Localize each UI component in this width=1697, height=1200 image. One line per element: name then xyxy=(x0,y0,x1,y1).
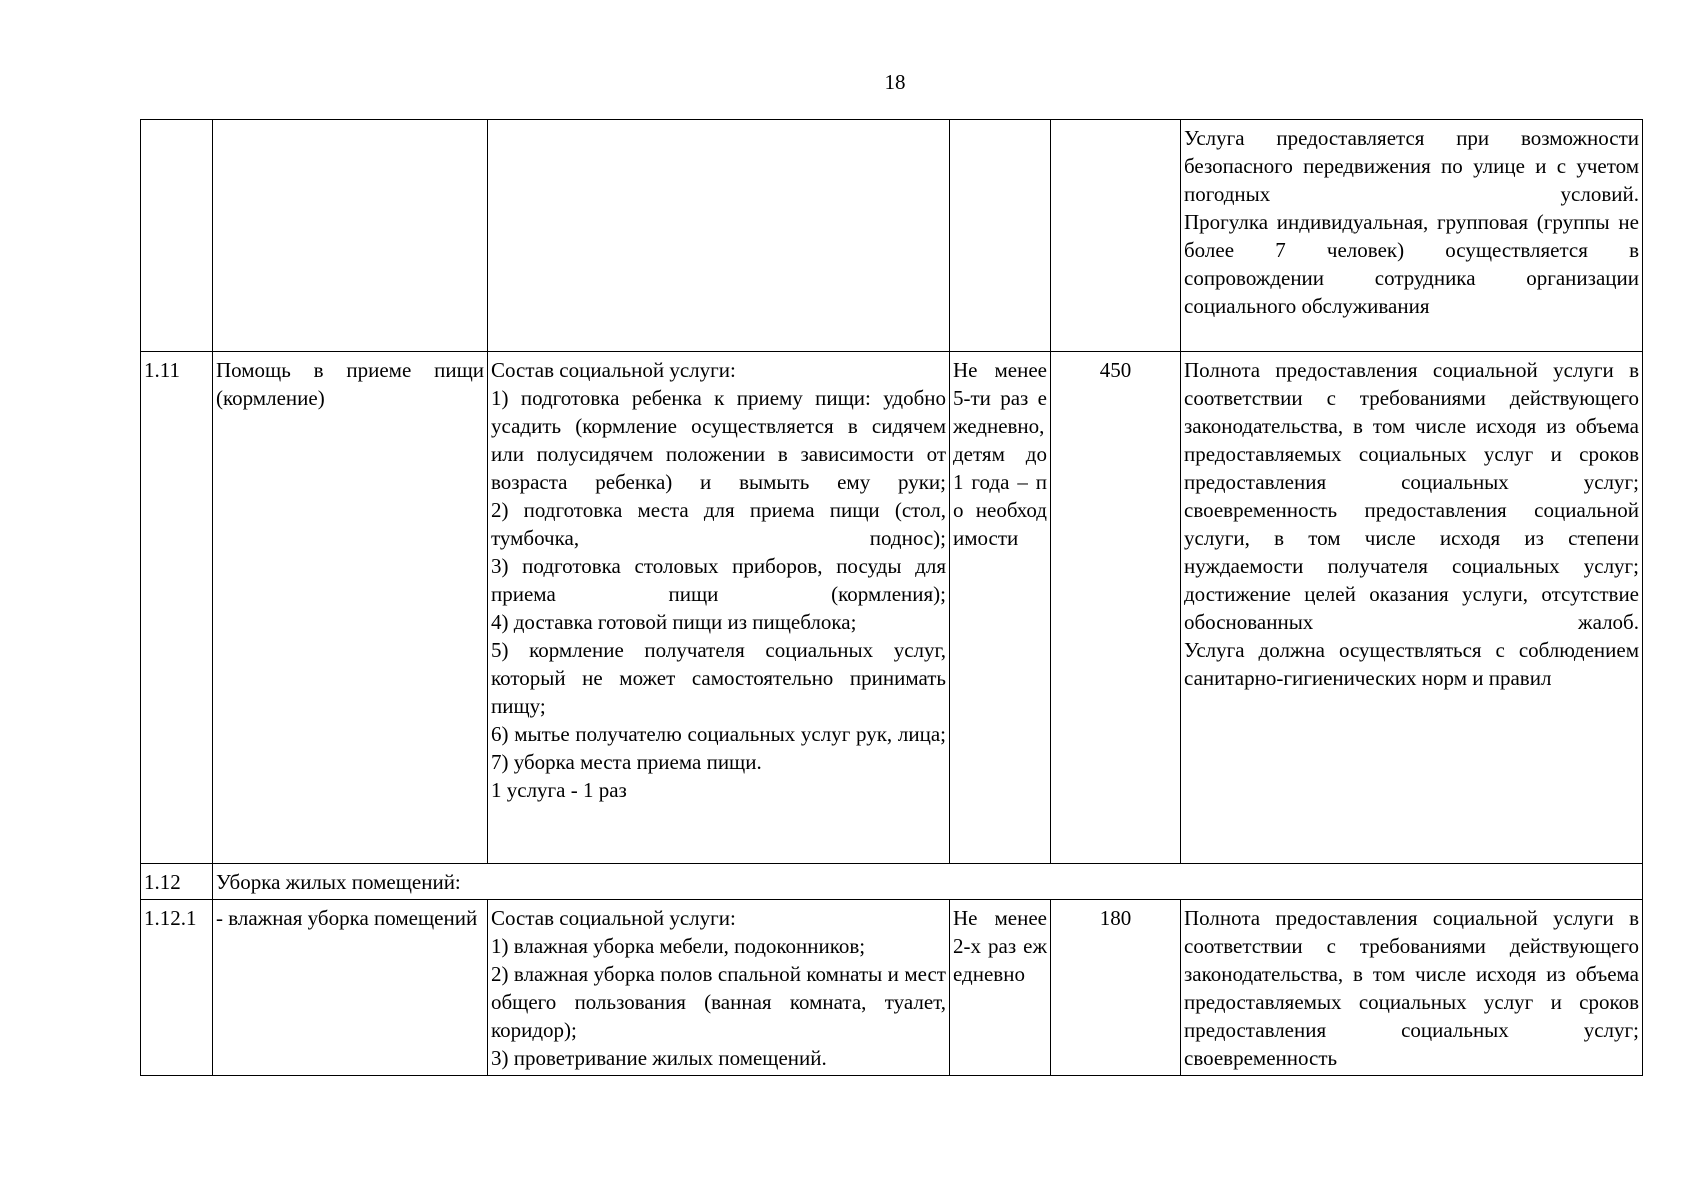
quality-paragraph: Прогулка индивидуальная, групповая (группы не более 7 человек) осуществляется в сопровождении сотрудника организации социального обслуживания xyxy=(1184,210,1639,318)
service-name: Помощь в приеме пищи (кормление) xyxy=(216,358,484,410)
service-name: - влажная уборка помещений xyxy=(216,906,478,930)
price-cell: 450 xyxy=(1051,352,1181,864)
table-row xyxy=(141,120,1643,352)
price-cell: 180 xyxy=(1051,900,1181,1076)
quality-paragraph: Полнота предоставления социальной услуги в соответствии с требованиями действующего законодательства, в том числе исходя из объема предоставляемых социальных услуг и сроков предоставления социальных услуг; своевременность xyxy=(1184,906,1639,1070)
content-line: 5) кормление получателя социальных услуг, который не может самостоятельно принимать пищу; xyxy=(491,638,946,718)
quality-paragraph: Услуга должна осуществляться с соблюдением санитарно-гигиенических норм и правил xyxy=(1184,638,1639,690)
row-number-cell: 1.12 xyxy=(141,864,213,900)
quality-paragraph: Услуга предоставляется при возможности безопасного передвижения по улице и с учетом погодных условий. xyxy=(1184,126,1639,206)
quality-cell xyxy=(1181,120,1643,352)
table-row xyxy=(141,352,1643,864)
content-line: 6) мытье получателю социальных услуг рук, лица; xyxy=(491,722,946,746)
services-table xyxy=(140,119,1643,1076)
service-content-cell xyxy=(488,900,950,1076)
table-row xyxy=(141,864,1643,900)
row-number-cell: 1.12.1 xyxy=(141,900,213,1076)
content-line: 4) доставка готовой пищи из пищеблока; xyxy=(491,610,857,634)
row-number-cell: 1.11 xyxy=(141,352,213,864)
content-line: 3) подготовка столовых приборов, посуды для приема пищи (кормления); xyxy=(491,554,946,606)
service-name-cell xyxy=(213,900,488,1076)
quality-cell xyxy=(1181,900,1643,1076)
service-content-cell xyxy=(488,352,950,864)
content-line: 7) уборка места приема пищи. xyxy=(491,750,762,774)
frequency-cell xyxy=(950,120,1051,352)
service-name-cell xyxy=(213,352,488,864)
content-line: 1 услуга - 1 раз xyxy=(491,778,627,802)
service-name-cell xyxy=(213,120,488,352)
page-number: 18 xyxy=(884,70,906,94)
content-line: 3) проветривание жилых помещений. xyxy=(491,1046,827,1070)
content-line: 2) влажная уборка полов спальной комнаты и мест общего пользования (ванная комната, туалет, коридор); xyxy=(491,962,946,1042)
service-content-cell xyxy=(488,120,950,352)
frequency-cell: Не менее 2-х раз ежедневно xyxy=(950,900,1051,1076)
price-cell xyxy=(1051,120,1181,352)
quality-cell xyxy=(1181,352,1643,864)
content-line: Состав социальной услуги: xyxy=(491,358,736,382)
content-line: 1) влажная уборка мебели, подоконников; xyxy=(491,934,866,958)
frequency-cell: Не менее 5-ти раз ежедневно, детям до 1 года – по необходимости xyxy=(950,352,1051,864)
section-heading-cell: Уборка жилых помещений: xyxy=(213,864,1643,900)
quality-paragraph: Полнота предоставления социальной услуги в соответствии с требованиями действующего законодательства, в том числе исходя из объема предоставляемых социальных услуг и сроков предоставления социальных услуг; своевременность предоставления социальной услуги, в том числе исходя из степени нуждаемости получателя социальных услуг; достижение целей оказания услуги, отсутствие обоснованных жалоб. xyxy=(1184,358,1639,634)
table-row xyxy=(141,900,1643,1076)
content-line: Состав социальной услуги: xyxy=(491,906,736,930)
row-number-cell xyxy=(141,120,213,352)
content-line: 2) подготовка места для приема пищи (стол, тумбочка, поднос); xyxy=(491,498,946,550)
content-line: 1) подготовка ребенка к приему пищи: удобно усадить (кормление осуществляется в сидячем или полусидячем положении в зависимости от возраста ребенка) и вымыть ему руки; xyxy=(491,386,946,494)
